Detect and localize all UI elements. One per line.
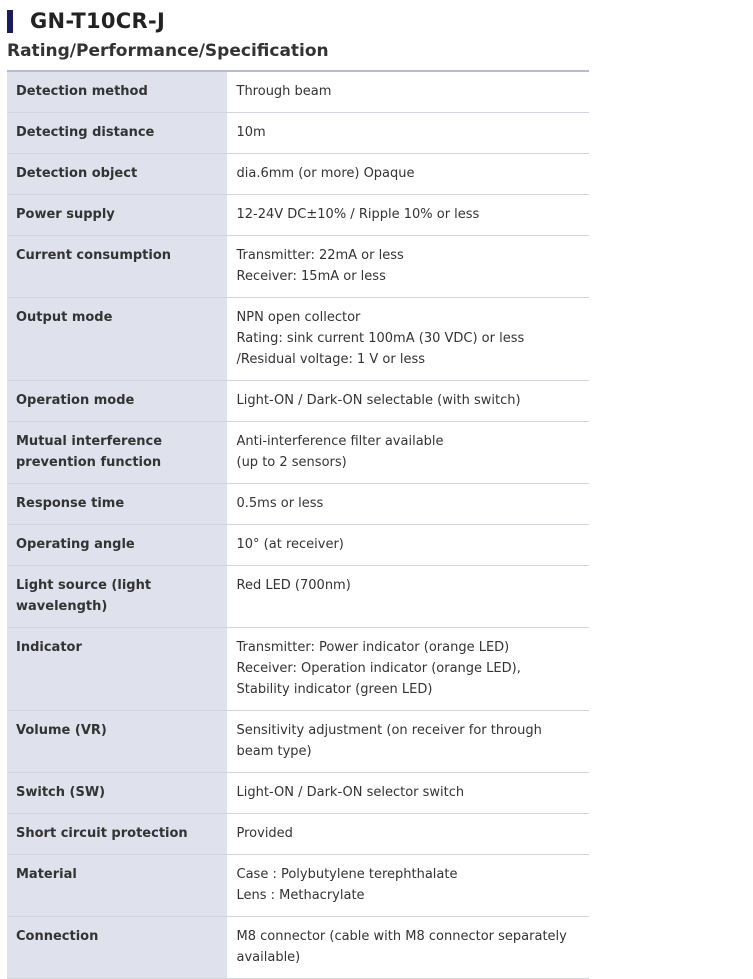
spec-value-line: Light-ON / Dark-ON selectable (with switch)	[236, 393, 521, 408]
spec-value-line: Receiver: Operation indicator (orange LED),	[236, 661, 521, 676]
spec-value-line: Case : Polybutylene terephthalate	[236, 867, 458, 882]
spec-value	[227, 381, 589, 422]
spec-label: Power supply	[7, 195, 227, 236]
spec-value-line: 12-24V DC±10% / Ripple 10% or less	[236, 207, 480, 222]
spec-value-line: 0.5ms or less	[236, 496, 324, 511]
spec-value-line: Light-ON / Dark-ON selector switch	[236, 785, 465, 800]
spec-row	[7, 814, 589, 855]
spec-row	[7, 484, 589, 525]
spec-row	[7, 566, 589, 628]
spec-label: Detection method	[7, 71, 227, 113]
model-title-text: GN-T10CR-J	[30, 9, 166, 33]
spec-value	[227, 154, 589, 195]
spec-value-line: Lens : Methacrylate	[236, 888, 365, 903]
spec-label: Operation mode	[7, 381, 227, 422]
spec-value-line: Receiver: 15mA or less	[236, 269, 386, 284]
spec-row	[7, 298, 589, 381]
spec-value-line: Transmitter: Power indicator (orange LED)	[236, 640, 510, 655]
spec-row	[7, 381, 589, 422]
spec-value	[227, 628, 589, 711]
spec-label: Connection	[7, 917, 227, 979]
spec-value-line: (up to 2 sensors)	[236, 455, 347, 470]
spec-table-body	[7, 71, 589, 979]
spec-value	[227, 566, 589, 628]
spec-value-line: Red LED (700nm)	[236, 578, 351, 593]
section-heading: Rating/Performance/Specification	[7, 41, 329, 61]
spec-value	[227, 236, 589, 298]
spec-value-line: Stability indicator (green LED)	[236, 682, 433, 697]
spec-row	[7, 855, 589, 917]
spec-value	[227, 814, 589, 855]
spec-row	[7, 628, 589, 711]
spec-value-line: Transmitter: 22mA or less	[236, 248, 404, 263]
spec-value-line: 10° (at receiver)	[236, 537, 344, 552]
spec-value-line: Anti-interference filter available	[236, 434, 444, 449]
spec-row	[7, 773, 589, 814]
spec-row	[7, 236, 589, 298]
spec-row	[7, 71, 589, 113]
spec-value	[227, 711, 589, 773]
spec-value	[227, 422, 589, 484]
spec-value	[227, 525, 589, 566]
spec-label: Detection object	[7, 154, 227, 195]
spec-value-line: dia.6mm (or more) Opaque	[236, 166, 415, 181]
spec-label: Response time	[7, 484, 227, 525]
spec-label: Short circuit protection	[7, 814, 227, 855]
spec-row	[7, 525, 589, 566]
spec-row	[7, 917, 589, 979]
spec-label: Material	[7, 855, 227, 917]
spec-value-line: Sensitivity adjustment (on receiver for through beam type)	[236, 723, 542, 759]
spec-label: Switch (SW)	[7, 773, 227, 814]
spec-row	[7, 113, 589, 154]
model-title	[7, 9, 165, 33]
spec-value	[227, 484, 589, 525]
spec-value	[227, 71, 589, 113]
spec-value-line: Through beam	[236, 84, 332, 99]
spec-row	[7, 154, 589, 195]
spec-label: Light source (light wavelength)	[7, 566, 227, 628]
spec-value	[227, 195, 589, 236]
spec-row	[7, 195, 589, 236]
spec-row	[7, 422, 589, 484]
spec-label: Detecting distance	[7, 113, 227, 154]
spec-label: Current consumption	[7, 236, 227, 298]
spec-label: Mutual interference prevention function	[7, 422, 227, 484]
spec-table	[7, 70, 589, 979]
spec-value-line: 10m	[236, 125, 266, 140]
spec-value	[227, 113, 589, 154]
spec-value	[227, 855, 589, 917]
spec-value-line: Rating: sink current 100mA (30 VDC) or less /Residual voltage: 1 V or less	[236, 331, 525, 367]
spec-label: Output mode	[7, 298, 227, 381]
spec-label: Operating angle	[7, 525, 227, 566]
spec-row	[7, 711, 589, 773]
title-accent-bar	[7, 10, 13, 33]
spec-value	[227, 298, 589, 381]
spec-value	[227, 917, 589, 979]
spec-value-line: Provided	[236, 826, 293, 841]
spec-value-line: M8 connector (cable with M8 connector separately available)	[236, 929, 567, 965]
spec-label: Indicator	[7, 628, 227, 711]
spec-label: Volume (VR)	[7, 711, 227, 773]
spec-value-line: NPN open collector	[236, 310, 361, 325]
spec-value	[227, 773, 589, 814]
